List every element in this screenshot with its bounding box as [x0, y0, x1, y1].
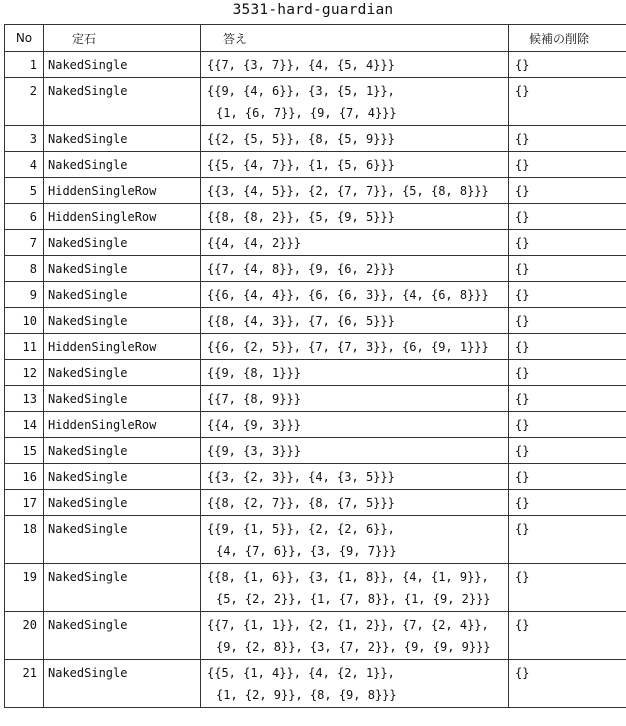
row-technique-text: NakedSingle [48, 128, 200, 150]
row-candidates [509, 490, 626, 516]
row-technique-text: HiddenSingleRow [48, 180, 200, 202]
row-technique-text: HiddenSingleRow [48, 336, 200, 358]
header-candidates: 候補の削除 [509, 25, 626, 52]
row-answer [201, 464, 509, 490]
row-answer-line: {5, {2, 2}}, {1, {7, 8}}, {1, {9, 2}}} [207, 588, 508, 610]
row-candidates [509, 464, 626, 490]
row-answer [201, 412, 509, 438]
row-technique-text: NakedSingle [48, 466, 200, 488]
row-technique [44, 490, 201, 516]
row-candidates-text: {} [515, 362, 626, 384]
row-answer-line: {9, {2, 8}}, {3, {7, 2}}, {9, {9, 9}}} [207, 636, 508, 658]
row-candidates-text: {} [515, 80, 626, 102]
row-technique-text: NakedSingle [48, 154, 200, 176]
row-answer-line: {{6, {4, 4}}, {6, {6, 3}}, {4, {6, 8}}} [207, 284, 508, 306]
row-number-text: 6 [5, 206, 37, 228]
row-answer [201, 660, 509, 708]
row-technique [44, 178, 201, 204]
row-technique-text: NakedSingle [48, 440, 200, 462]
row-number-text: 8 [5, 258, 37, 280]
table-row [5, 386, 626, 412]
row-answer-line: {{3, {2, 3}}, {4, {3, 5}}} [207, 466, 508, 488]
row-answer-line: {{4, {9, 3}}} [207, 414, 508, 436]
row-technique [44, 78, 201, 126]
row-candidates-text: {} [515, 662, 626, 684]
row-number-text: 20 [5, 614, 37, 636]
table-row [5, 516, 626, 564]
row-number [5, 230, 44, 256]
row-candidates [509, 660, 626, 708]
row-candidates-text: {} [515, 614, 626, 636]
table-row [5, 52, 626, 78]
row-number [5, 360, 44, 386]
header-no: No [5, 25, 44, 52]
row-number [5, 204, 44, 230]
table-row [5, 490, 626, 516]
row-technique-text: NakedSingle [48, 566, 200, 588]
solution-table [4, 24, 626, 708]
table-body [5, 52, 626, 708]
row-candidates [509, 256, 626, 282]
row-candidates [509, 152, 626, 178]
row-candidates-text: {} [515, 284, 626, 306]
row-answer [201, 438, 509, 464]
table-row [5, 660, 626, 708]
row-answer-line: {{8, {1, 6}}, {3, {1, 8}}, {4, {1, 9}}, [207, 566, 508, 588]
row-answer [201, 78, 509, 126]
row-technique-text: NakedSingle [48, 492, 200, 514]
row-number-text: 7 [5, 232, 37, 254]
row-candidates [509, 412, 626, 438]
row-number [5, 412, 44, 438]
table-row [5, 612, 626, 660]
row-number-text: 21 [5, 662, 37, 684]
table-row [5, 152, 626, 178]
header-row [5, 25, 626, 52]
table-row [5, 126, 626, 152]
row-answer-line: {{9, {1, 5}}, {2, {2, 6}}, [207, 518, 508, 540]
row-number-text: 3 [5, 128, 37, 150]
row-number-text: 10 [5, 310, 37, 332]
row-technique [44, 308, 201, 334]
row-candidates [509, 52, 626, 78]
row-candidates-text: {} [515, 388, 626, 410]
row-number [5, 464, 44, 490]
row-technique [44, 412, 201, 438]
row-technique [44, 612, 201, 660]
table-row [5, 438, 626, 464]
row-number [5, 612, 44, 660]
row-candidates [509, 204, 626, 230]
row-number [5, 78, 44, 126]
row-answer [201, 334, 509, 360]
row-number-text: 17 [5, 492, 37, 514]
row-number-text: 15 [5, 440, 37, 462]
row-technique-text: NakedSingle [48, 662, 200, 684]
row-answer-line: {{9, {8, 1}}} [207, 362, 508, 384]
row-number-text: 9 [5, 284, 37, 306]
row-candidates-text: {} [515, 440, 626, 462]
row-answer-line: {{5, {4, 7}}, {1, {5, 6}}} [207, 154, 508, 176]
row-candidates [509, 334, 626, 360]
row-number-text: 14 [5, 414, 37, 436]
row-technique-text: NakedSingle [48, 614, 200, 636]
row-answer [201, 152, 509, 178]
row-answer [201, 360, 509, 386]
row-answer-line: {{7, {8, 9}}} [207, 388, 508, 410]
row-number [5, 52, 44, 78]
row-candidates-text: {} [515, 492, 626, 514]
table-row [5, 230, 626, 256]
row-candidates-text: {} [515, 336, 626, 358]
header-answer: 答え [201, 25, 509, 52]
row-number [5, 126, 44, 152]
row-candidates-text: {} [515, 54, 626, 76]
row-technique-text: HiddenSingleRow [48, 414, 200, 436]
row-answer [201, 204, 509, 230]
row-candidates [509, 386, 626, 412]
row-answer [201, 256, 509, 282]
row-candidates [509, 126, 626, 152]
row-answer-line: {{7, {1, 1}}, {2, {1, 2}}, {7, {2, 4}}, [207, 614, 508, 636]
row-answer-line: {{9, {4, 6}}, {3, {5, 1}}, [207, 80, 508, 102]
row-number [5, 152, 44, 178]
row-technique [44, 126, 201, 152]
row-number [5, 660, 44, 708]
row-technique-text: NakedSingle [48, 388, 200, 410]
row-number-text: 13 [5, 388, 37, 410]
row-answer-line: {1, {6, 7}}, {9, {7, 4}}} [207, 102, 508, 124]
table-row [5, 78, 626, 126]
table-row [5, 282, 626, 308]
row-technique [44, 282, 201, 308]
row-candidates-text: {} [515, 154, 626, 176]
row-number [5, 490, 44, 516]
table-row [5, 308, 626, 334]
row-answer-line: {{7, {4, 8}}, {9, {6, 2}}} [207, 258, 508, 280]
row-candidates [509, 612, 626, 660]
row-candidates [509, 178, 626, 204]
table-row [5, 204, 626, 230]
row-technique [44, 516, 201, 564]
row-candidates [509, 516, 626, 564]
row-technique-text: NakedSingle [48, 284, 200, 306]
row-candidates [509, 564, 626, 612]
row-technique-text: NakedSingle [48, 518, 200, 540]
row-answer [201, 490, 509, 516]
row-answer [201, 612, 509, 660]
row-candidates [509, 230, 626, 256]
row-answer-line: {{6, {2, 5}}, {7, {7, 3}}, {6, {9, 1}}} [207, 336, 508, 358]
row-number [5, 564, 44, 612]
row-candidates-text: {} [515, 466, 626, 488]
row-technique [44, 438, 201, 464]
row-technique [44, 660, 201, 708]
row-candidates [509, 438, 626, 464]
row-technique [44, 52, 201, 78]
row-candidates [509, 308, 626, 334]
row-number [5, 334, 44, 360]
row-answer [201, 282, 509, 308]
header-technique: 定石 [44, 25, 201, 52]
row-technique [44, 334, 201, 360]
row-answer-line: {{7, {3, 7}}, {4, {5, 4}}} [207, 54, 508, 76]
row-number-text: 19 [5, 566, 37, 588]
row-candidates-text: {} [515, 232, 626, 254]
row-answer [201, 178, 509, 204]
row-answer-line: {{8, {4, 3}}, {7, {6, 5}}} [207, 310, 508, 332]
row-number [5, 386, 44, 412]
row-number-text: 5 [5, 180, 37, 202]
table-row [5, 178, 626, 204]
row-technique-text: NakedSingle [48, 362, 200, 384]
row-technique-text: NakedSingle [48, 258, 200, 280]
row-technique [44, 386, 201, 412]
table-row [5, 564, 626, 612]
table-row [5, 464, 626, 490]
row-answer [201, 126, 509, 152]
row-number-text: 1 [5, 54, 37, 76]
row-answer-line: {4, {7, 6}}, {3, {9, 7}}} [207, 540, 508, 562]
table-row [5, 256, 626, 282]
row-number-text: 18 [5, 518, 37, 540]
row-technique [44, 256, 201, 282]
row-technique-text: NakedSingle [48, 232, 200, 254]
row-answer-line: {{3, {4, 5}}, {2, {7, 7}}, {5, {8, 8}}} [207, 180, 508, 202]
row-answer-line: {{4, {4, 2}}} [207, 232, 508, 254]
row-answer [201, 564, 509, 612]
row-candidates [509, 282, 626, 308]
row-number [5, 438, 44, 464]
row-technique [44, 204, 201, 230]
row-candidates-text: {} [515, 518, 626, 540]
row-answer [201, 308, 509, 334]
page-title: 3531-hard-guardian [0, 1, 626, 19]
table-row [5, 412, 626, 438]
row-technique-text: NakedSingle [48, 54, 200, 76]
row-candidates-text: {} [515, 414, 626, 436]
row-candidates-text: {} [515, 180, 626, 202]
row-candidates-text: {} [515, 206, 626, 228]
row-candidates-text: {} [515, 566, 626, 588]
row-number [5, 256, 44, 282]
row-candidates-text: {} [515, 128, 626, 150]
row-answer-line: {{2, {5, 5}}, {8, {5, 9}}} [207, 128, 508, 150]
row-answer-line: {{5, {1, 4}}, {4, {2, 1}}, [207, 662, 508, 684]
row-answer-line: {{9, {3, 3}}} [207, 440, 508, 462]
row-technique [44, 564, 201, 612]
row-number [5, 178, 44, 204]
row-answer-line: {{8, {8, 2}}, {5, {9, 5}}} [207, 206, 508, 228]
row-answer [201, 386, 509, 412]
row-number-text: 2 [5, 80, 37, 102]
row-technique [44, 152, 201, 178]
row-technique-text: NakedSingle [48, 310, 200, 332]
row-answer-line: {{8, {2, 7}}, {8, {7, 5}}} [207, 492, 508, 514]
row-candidates [509, 360, 626, 386]
row-number [5, 516, 44, 564]
row-candidates-text: {} [515, 258, 626, 280]
table-row [5, 334, 626, 360]
row-number-text: 4 [5, 154, 37, 176]
row-answer [201, 516, 509, 564]
row-technique [44, 464, 201, 490]
row-technique [44, 360, 201, 386]
row-candidates [509, 78, 626, 126]
row-technique-text: HiddenSingleRow [48, 206, 200, 228]
row-candidates-text: {} [515, 310, 626, 332]
row-number-text: 12 [5, 362, 37, 384]
table-row [5, 360, 626, 386]
row-number [5, 282, 44, 308]
row-number [5, 308, 44, 334]
row-number-text: 11 [5, 336, 37, 358]
row-answer [201, 230, 509, 256]
row-technique-text: NakedSingle [48, 80, 200, 102]
row-technique [44, 230, 201, 256]
row-number-text: 16 [5, 466, 37, 488]
row-answer-line: {1, {2, 9}}, {8, {9, 8}}} [207, 684, 508, 706]
row-answer [201, 52, 509, 78]
